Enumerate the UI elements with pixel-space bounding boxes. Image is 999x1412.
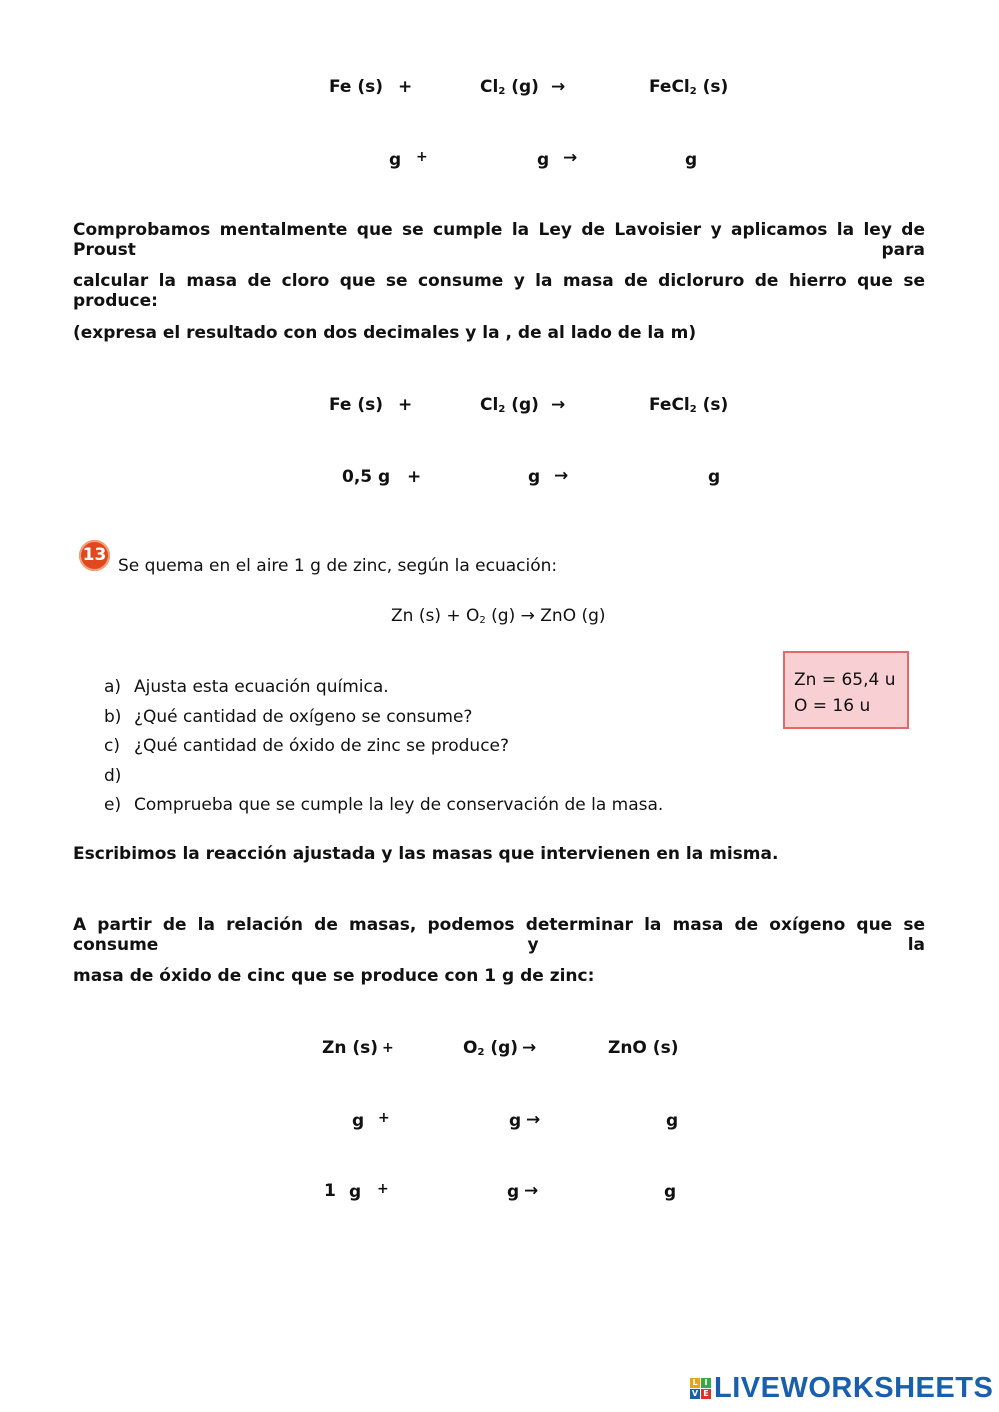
eq2-mass-fecl2-unit: g: [708, 467, 721, 487]
eq1-mass-cl2-unit: g: [537, 150, 550, 170]
eq2-fecl2: FeCl$_2$ (s): [649, 395, 729, 415]
question-text: Ajusta esta ecuación química.: [134, 677, 389, 697]
eq3-row1-zno-unit: g: [666, 1111, 679, 1131]
question-label: d): [104, 765, 122, 786]
para1-line3: (expresa el resultado con dos decimales y la , de al lado de la m): [73, 323, 697, 343]
eq1-fe: Fe (s): [329, 77, 384, 97]
eq2-cl2: $Cl_2$ (g): [480, 395, 539, 415]
eq3-row2-arrow: →: [524, 1181, 539, 1201]
eq2-mass-cl2-unit: g: [528, 467, 541, 487]
question-list: [104, 673, 663, 821]
eq2-mass-plus: +: [407, 467, 422, 487]
eq3-zno: ZnO (s): [608, 1038, 679, 1058]
eq2-plus: +: [398, 395, 413, 415]
question-text: ¿Qué cantidad de óxido de zinc se produce?: [134, 736, 510, 756]
para1-line2: calcular la masa de cloro que se consume y la masa de dicloruro de hierro que se produce:: [73, 271, 925, 311]
eq1-mass-fecl2-unit: g: [685, 150, 698, 170]
logo-mark-letter: E: [701, 1389, 711, 1399]
eq3-row2-o2-unit: g: [507, 1182, 520, 1202]
eq3-zn: Zn (s): [322, 1038, 379, 1058]
question-text: Comprueba que se cumple la ley de conservación de la masa.: [134, 795, 664, 815]
eq2-mass-fe: 0,5 g: [342, 467, 391, 487]
eq1-arrow: →: [551, 77, 566, 97]
eq3-row2-zno-unit: g: [664, 1182, 677, 1202]
question-label: e): [104, 795, 122, 815]
logo-mark-letter: V: [691, 1388, 699, 1398]
eq3-row2-plus: +: [377, 1181, 389, 1197]
question-item: [104, 762, 663, 792]
logo-mark-letter: L: [690, 1378, 700, 1388]
question-item: [104, 791, 663, 821]
eq3-row2-zn-value: 1: [324, 1181, 336, 1201]
liveworksheets-logo-icon: [690, 1378, 711, 1399]
eq3-arrow: →: [522, 1038, 537, 1058]
eq3-o2: $O_2$ (g): [463, 1038, 519, 1058]
zn-atomic-mass: Zn = 65,4 u: [794, 670, 896, 690]
eq3-row1-o2-unit: g: [509, 1111, 522, 1131]
problem-intro: Se quema en el aire 1 g de zinc, según la ecuación:: [118, 556, 558, 576]
para3-line1: A partir de la relación de masas, podemos determinar la masa de oxígeno que se consume y la: [73, 915, 925, 955]
para2: Escribimos la reacción ajustada y las masas que intervienen en la misma.: [73, 844, 779, 864]
eq3-row1-arrow: →: [526, 1110, 541, 1130]
eq3-row1-zn-unit: g: [352, 1111, 365, 1131]
liveworksheets-logo[interactable]: [690, 1371, 993, 1405]
logo-mark-letter: I: [701, 1378, 711, 1388]
eq2-arrow: →: [551, 395, 566, 415]
question-item: [104, 732, 663, 762]
problem-equation: Zn $(s) + O_2$ (g) → ZnO (g): [391, 606, 606, 626]
para3-line2: masa de óxido de cinc que se produce con 1 g de zinc:: [73, 966, 595, 986]
eq1-mass-arrow: →: [563, 148, 578, 168]
eq1-cl2: $Cl_2$ (g): [480, 77, 539, 97]
eq2-fe: Fe (s): [329, 395, 384, 415]
o-atomic-mass: O = 16 u: [794, 696, 871, 716]
eq3-row1-plus: +: [378, 1110, 390, 1126]
eq3-row2-zn-unit: g: [349, 1182, 362, 1202]
problem-number-badge: 13: [79, 540, 110, 571]
liveworksheets-logo-text: LIVEWORKSHEETS: [714, 1371, 994, 1404]
question-text: ¿Qué cantidad de oxígeno se consume?: [134, 706, 473, 727]
question-label: c): [104, 736, 120, 756]
eq1-mass-plus: +: [416, 149, 428, 165]
question-item: [104, 673, 663, 703]
para1-line1: Comprobamos mentalmente que se cumple la Ley de Lavoisier y aplicamos la ley de Proust para: [73, 220, 925, 260]
atomic-masses-box: [783, 651, 909, 729]
eq1-fecl2: FeCl$_2$ (s): [649, 77, 729, 97]
eq1-mass-fe-unit: g: [389, 150, 402, 170]
question-label: a): [104, 677, 122, 697]
eq1-plus: +: [398, 77, 413, 97]
eq2-mass-arrow: →: [554, 466, 569, 486]
eq3-plus: +: [382, 1040, 394, 1056]
question-label: b): [104, 706, 122, 727]
question-item: [104, 703, 663, 733]
